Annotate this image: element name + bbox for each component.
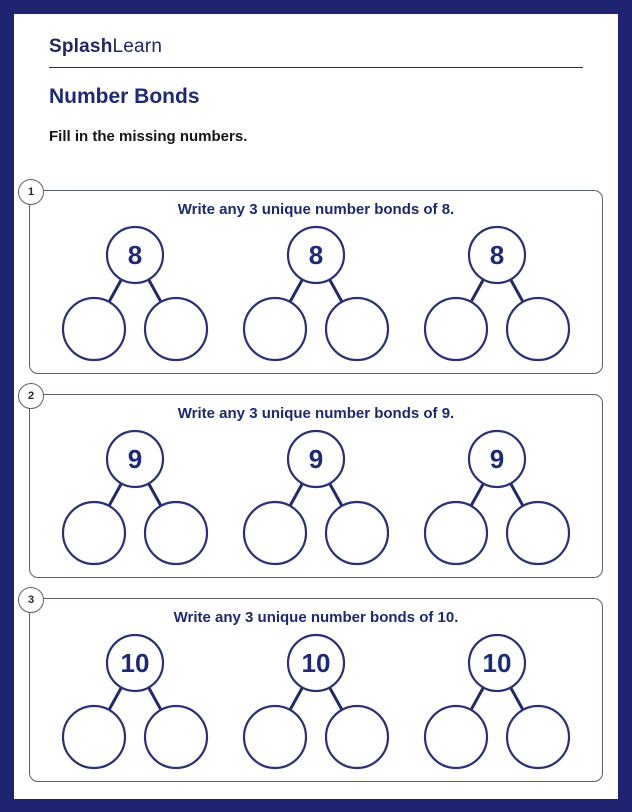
- bond-connector-line-left: [290, 688, 302, 710]
- bond-answer-circle-left[interactable]: [63, 502, 125, 564]
- question-prompt: Write any 3 unique number bonds of 8.: [177, 201, 455, 218]
- bond-answer-circle-right[interactable]: [326, 298, 388, 360]
- bonds-row: [30, 427, 602, 569]
- number-bond-graphic: [231, 631, 401, 773]
- bond-answer-circle-right[interactable]: [326, 502, 388, 564]
- number-bond-graphic: [50, 427, 220, 569]
- bond-answer-circle-left[interactable]: [63, 298, 125, 360]
- number-bond-diagram: [231, 223, 401, 365]
- bond-connector-line-right: [330, 280, 342, 302]
- instruction-text: Fill in the missing numbers.: [49, 128, 248, 145]
- logo-text-regular: Learn: [112, 36, 163, 57]
- question-prompt: Write any 3 unique number bonds of 10.: [173, 609, 459, 626]
- question-section-1: [27, 186, 603, 374]
- number-bond-graphic: [50, 631, 220, 773]
- question-number: 1: [27, 186, 35, 198]
- number-bond-diagram: [50, 427, 220, 569]
- number-bond-diagram: [231, 427, 401, 569]
- question-number-badge: [18, 587, 44, 613]
- bond-total-value: 10: [120, 648, 150, 678]
- bond-answer-circle-right[interactable]: [507, 502, 569, 564]
- bond-connector-line-left: [109, 484, 121, 506]
- bond-answer-circle-right[interactable]: [326, 706, 388, 768]
- bond-total-value: 8: [308, 240, 324, 270]
- bond-connector-line-left: [109, 280, 121, 302]
- bond-answer-circle-left[interactable]: [244, 706, 306, 768]
- number-bond-diagram: [412, 223, 582, 365]
- bond-total-value: 9: [127, 444, 143, 474]
- bond-total-value: 8: [489, 240, 505, 270]
- bond-connector-line-left: [290, 280, 302, 302]
- bond-connector-line-left: [290, 484, 302, 506]
- bond-connector-line-right: [511, 688, 523, 710]
- bond-total-value: 9: [489, 444, 505, 474]
- number-bond-diagram: [412, 631, 582, 773]
- question-section-2: [27, 390, 603, 578]
- question-section-3: [27, 594, 603, 782]
- question-number-badge: [18, 383, 44, 409]
- page-title: Number Bonds: [49, 85, 200, 108]
- question-number-badge: [18, 179, 44, 205]
- question-number: 3: [27, 594, 35, 606]
- bonds-row: [30, 631, 602, 773]
- bond-answer-circle-right[interactable]: [145, 502, 207, 564]
- number-bond-graphic: [412, 631, 582, 773]
- number-bond-diagram: [50, 631, 220, 773]
- bond-total-value: 10: [301, 648, 331, 678]
- splashlearn-logo: [49, 36, 583, 58]
- bond-answer-circle-left[interactable]: [425, 298, 487, 360]
- bond-connector-line-right: [511, 484, 523, 506]
- bond-answer-circle-right[interactable]: [145, 298, 207, 360]
- bond-connector-line-right: [511, 280, 523, 302]
- bond-total-value: 10: [482, 648, 512, 678]
- bond-connector-line-left: [471, 280, 483, 302]
- number-bond-diagram: [412, 427, 582, 569]
- bond-answer-circle-right[interactable]: [507, 298, 569, 360]
- number-bond-diagram: [231, 631, 401, 773]
- bond-connector-line-left: [471, 484, 483, 506]
- number-bond-graphic: [412, 223, 582, 365]
- bond-answer-circle-left[interactable]: [244, 502, 306, 564]
- bond-connector-line-right: [149, 688, 161, 710]
- worksheet-sheet: [14, 14, 618, 799]
- bond-connector-line-right: [149, 280, 161, 302]
- bond-connector-line-left: [471, 688, 483, 710]
- number-bond-diagram: [50, 223, 220, 365]
- bond-connector-line-right: [330, 484, 342, 506]
- bond-answer-circle-left[interactable]: [244, 298, 306, 360]
- number-bond-graphic: [50, 223, 220, 365]
- bond-answer-circle-left[interactable]: [63, 706, 125, 768]
- number-bond-graphic: [412, 427, 582, 569]
- number-bond-graphic: [231, 427, 401, 569]
- bonds-row: [30, 223, 602, 365]
- logo-text-bold: Splash: [49, 36, 113, 57]
- bond-connector-line-left: [109, 688, 121, 710]
- bond-answer-circle-left[interactable]: [425, 706, 487, 768]
- number-bond-graphic: [231, 223, 401, 365]
- question-number: 2: [27, 390, 35, 402]
- question-sections: [27, 186, 603, 782]
- bond-total-value: 8: [127, 240, 143, 270]
- question-prompt: Write any 3 unique number bonds of 9.: [177, 405, 455, 422]
- bond-total-value: 9: [308, 444, 324, 474]
- bond-connector-line-right: [330, 688, 342, 710]
- bond-answer-circle-right[interactable]: [145, 706, 207, 768]
- bond-answer-circle-right[interactable]: [507, 706, 569, 768]
- bond-answer-circle-left[interactable]: [425, 502, 487, 564]
- bond-connector-line-right: [149, 484, 161, 506]
- header: [49, 26, 583, 68]
